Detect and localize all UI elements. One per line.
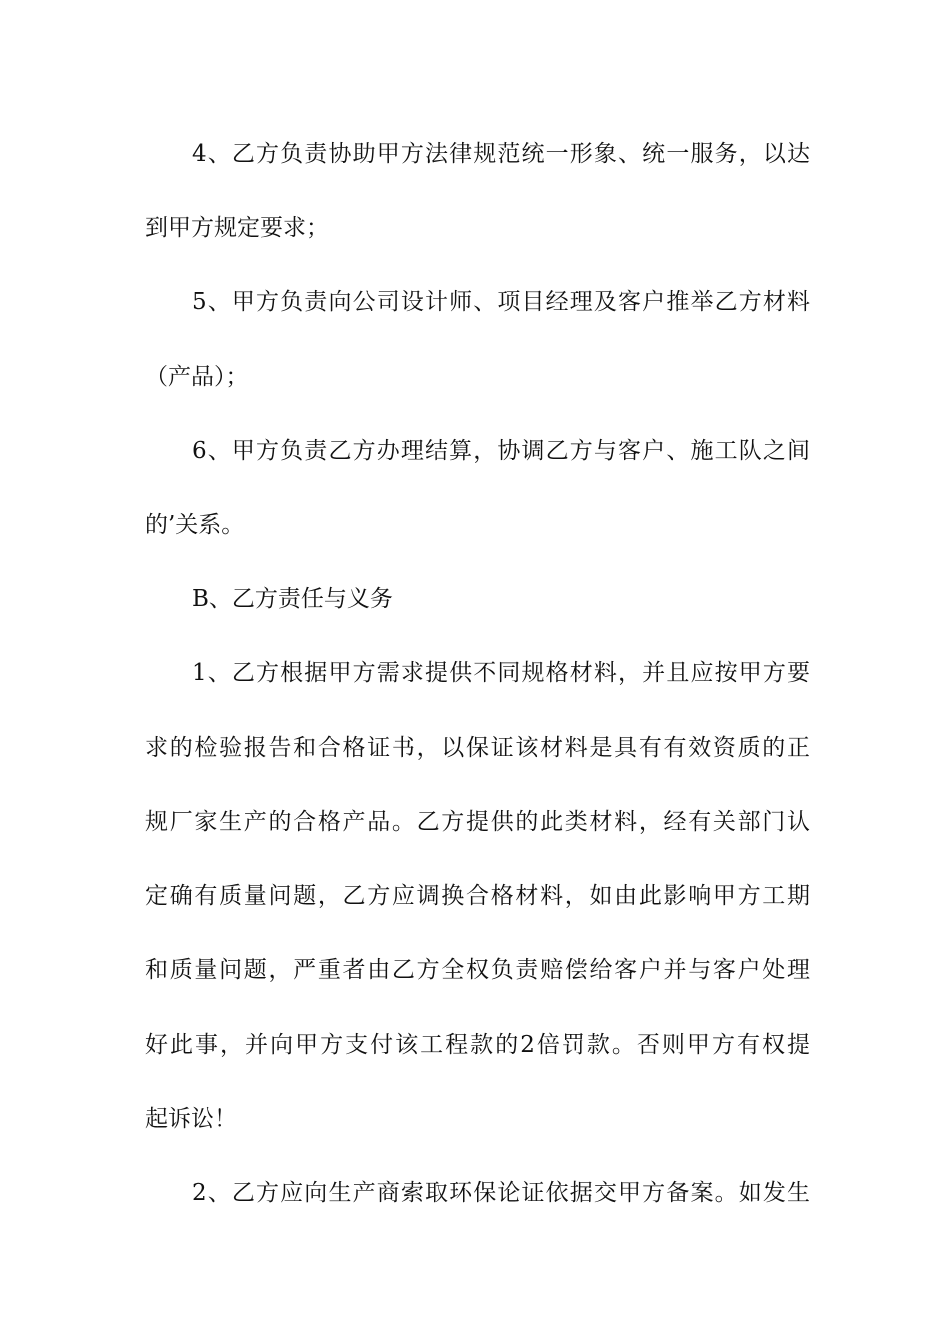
- text-line: 定确有质量问题，乙方应调换合格材料，如由此影响甲方工期: [145, 883, 810, 909]
- text-line: 的’关系。: [145, 512, 245, 538]
- text-line: 5、甲方负责向公司设计师、项目经理及客户推举乙方材料: [192, 289, 810, 315]
- text-line: （产品）；: [145, 364, 249, 390]
- text-line: 求的检验报告和合格证书，以保证该材料是具有有效资质的正: [145, 735, 810, 761]
- text-line: 6、甲方负责乙方办理结算，协调乙方与客户、施工队之间: [192, 438, 810, 464]
- text-line: 到甲方规定要求；: [145, 215, 329, 241]
- text-line: 1、乙方根据甲方需求提供不同规格材料，并且应按甲方要: [192, 660, 810, 686]
- text-line: 和质量问题，严重者由乙方全权负责赔偿给客户并与客户处理: [145, 957, 810, 983]
- text-line: 起诉讼！: [145, 1106, 237, 1132]
- text-line: 好此事，并向甲方支付该工程款的2倍罚款。否则甲方有权提: [145, 1032, 810, 1058]
- section-heading: B、乙方责任与义务: [192, 586, 393, 612]
- text-line: 规厂家生产的合格产品。乙方提供的此类材料，经有关部门认: [145, 809, 810, 835]
- text-line: 4、乙方负责协助甲方法律规范统一形象、统一服务，以达: [192, 141, 810, 167]
- text-line: 2、乙方应向生产商索取环保论证依据交甲方备案。如发生: [192, 1180, 810, 1206]
